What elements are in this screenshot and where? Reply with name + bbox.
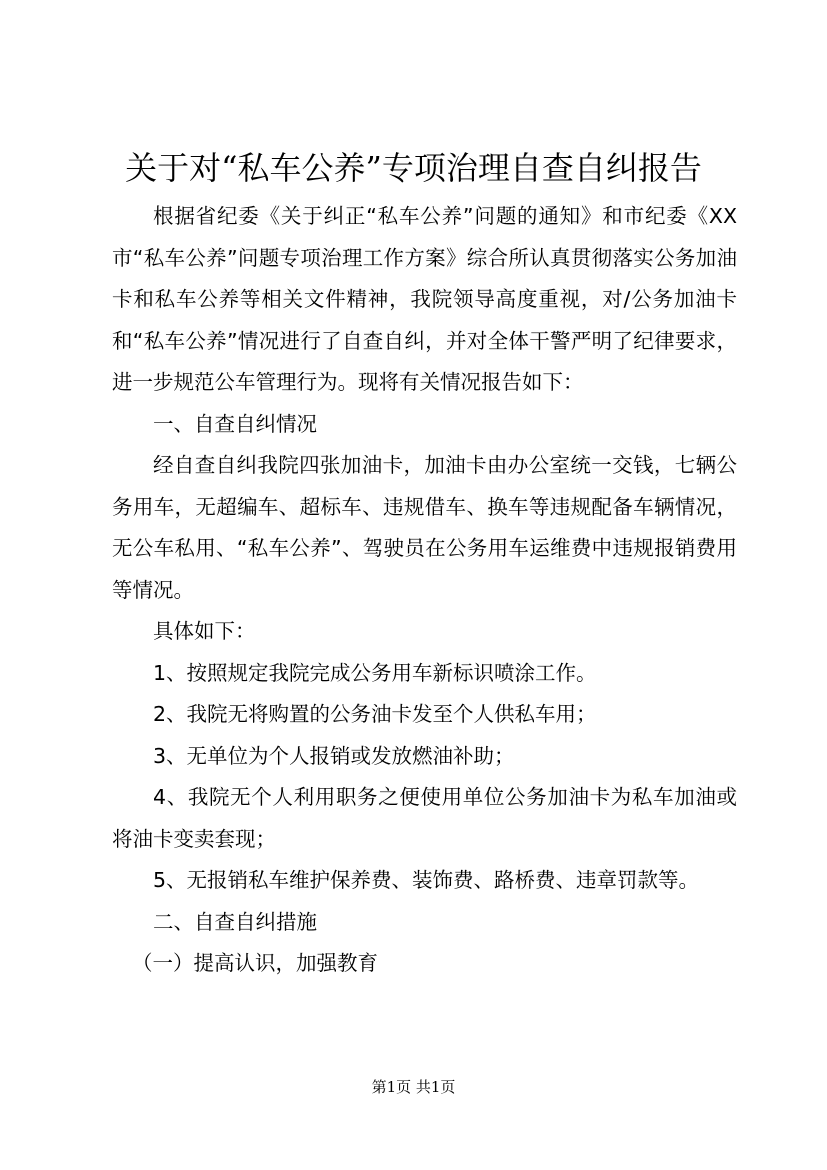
list-item-2: 2、我院无将购置的公务油卡发至个人供私车用； [153,702,597,726]
intro-paragraph: 根据省纪委《关于纠正“私车公养”问题的通知》和市纪委《XX市“私车公养”问题专项治理工作方案》综合所认真贯彻落实公务加油卡和私车公养等相关文件精神，我院领导高度重视，对/公务加油卡和“私车公养”情况进行了自查自纠，并对全体干警严明了纪律要求，进一步规范公车管理行为。现将有关情况报告如下： [112,204,737,394]
subsection-heading-1: （一）提高认识，加强教育 [132,951,378,975]
section-heading-2: 二、自查自纠措施 [153,909,317,934]
section-heading-1: 一、自查自纠情况 [153,411,317,436]
list-item-4: 4、我院无个人利用职务之便使用单位公务加油卡为私车加油或将油卡变卖套现； [112,785,737,851]
list-item-1: 1、按照规定我院完成公务用车新标识喷涂工作。 [153,660,597,685]
list-item-5: 5、无报销私车维护保养费、装饰费、路桥费、违章罚款等。 [153,868,700,892]
page-footer: 第1页 共1页 [371,1078,456,1096]
details-intro: 具体如下： [153,619,256,643]
list-item-3: 3、无单位为个人报销或发放燃油补助； [153,743,515,768]
document-title: 关于对“私车公养”专项治理自查自纠报告 [125,149,702,187]
document-body [112,196,737,985]
situation-paragraph: 经自查自纠我院四张加油卡，加油卡由办公室统一交钱，七辆公务用车，无超编车、超标车、违规借车、换车等违规配备车辆情况，无公车私用、“私车公养”、驾驶员在公务用车运维费中违规报销费用等情况。 [112,453,737,602]
